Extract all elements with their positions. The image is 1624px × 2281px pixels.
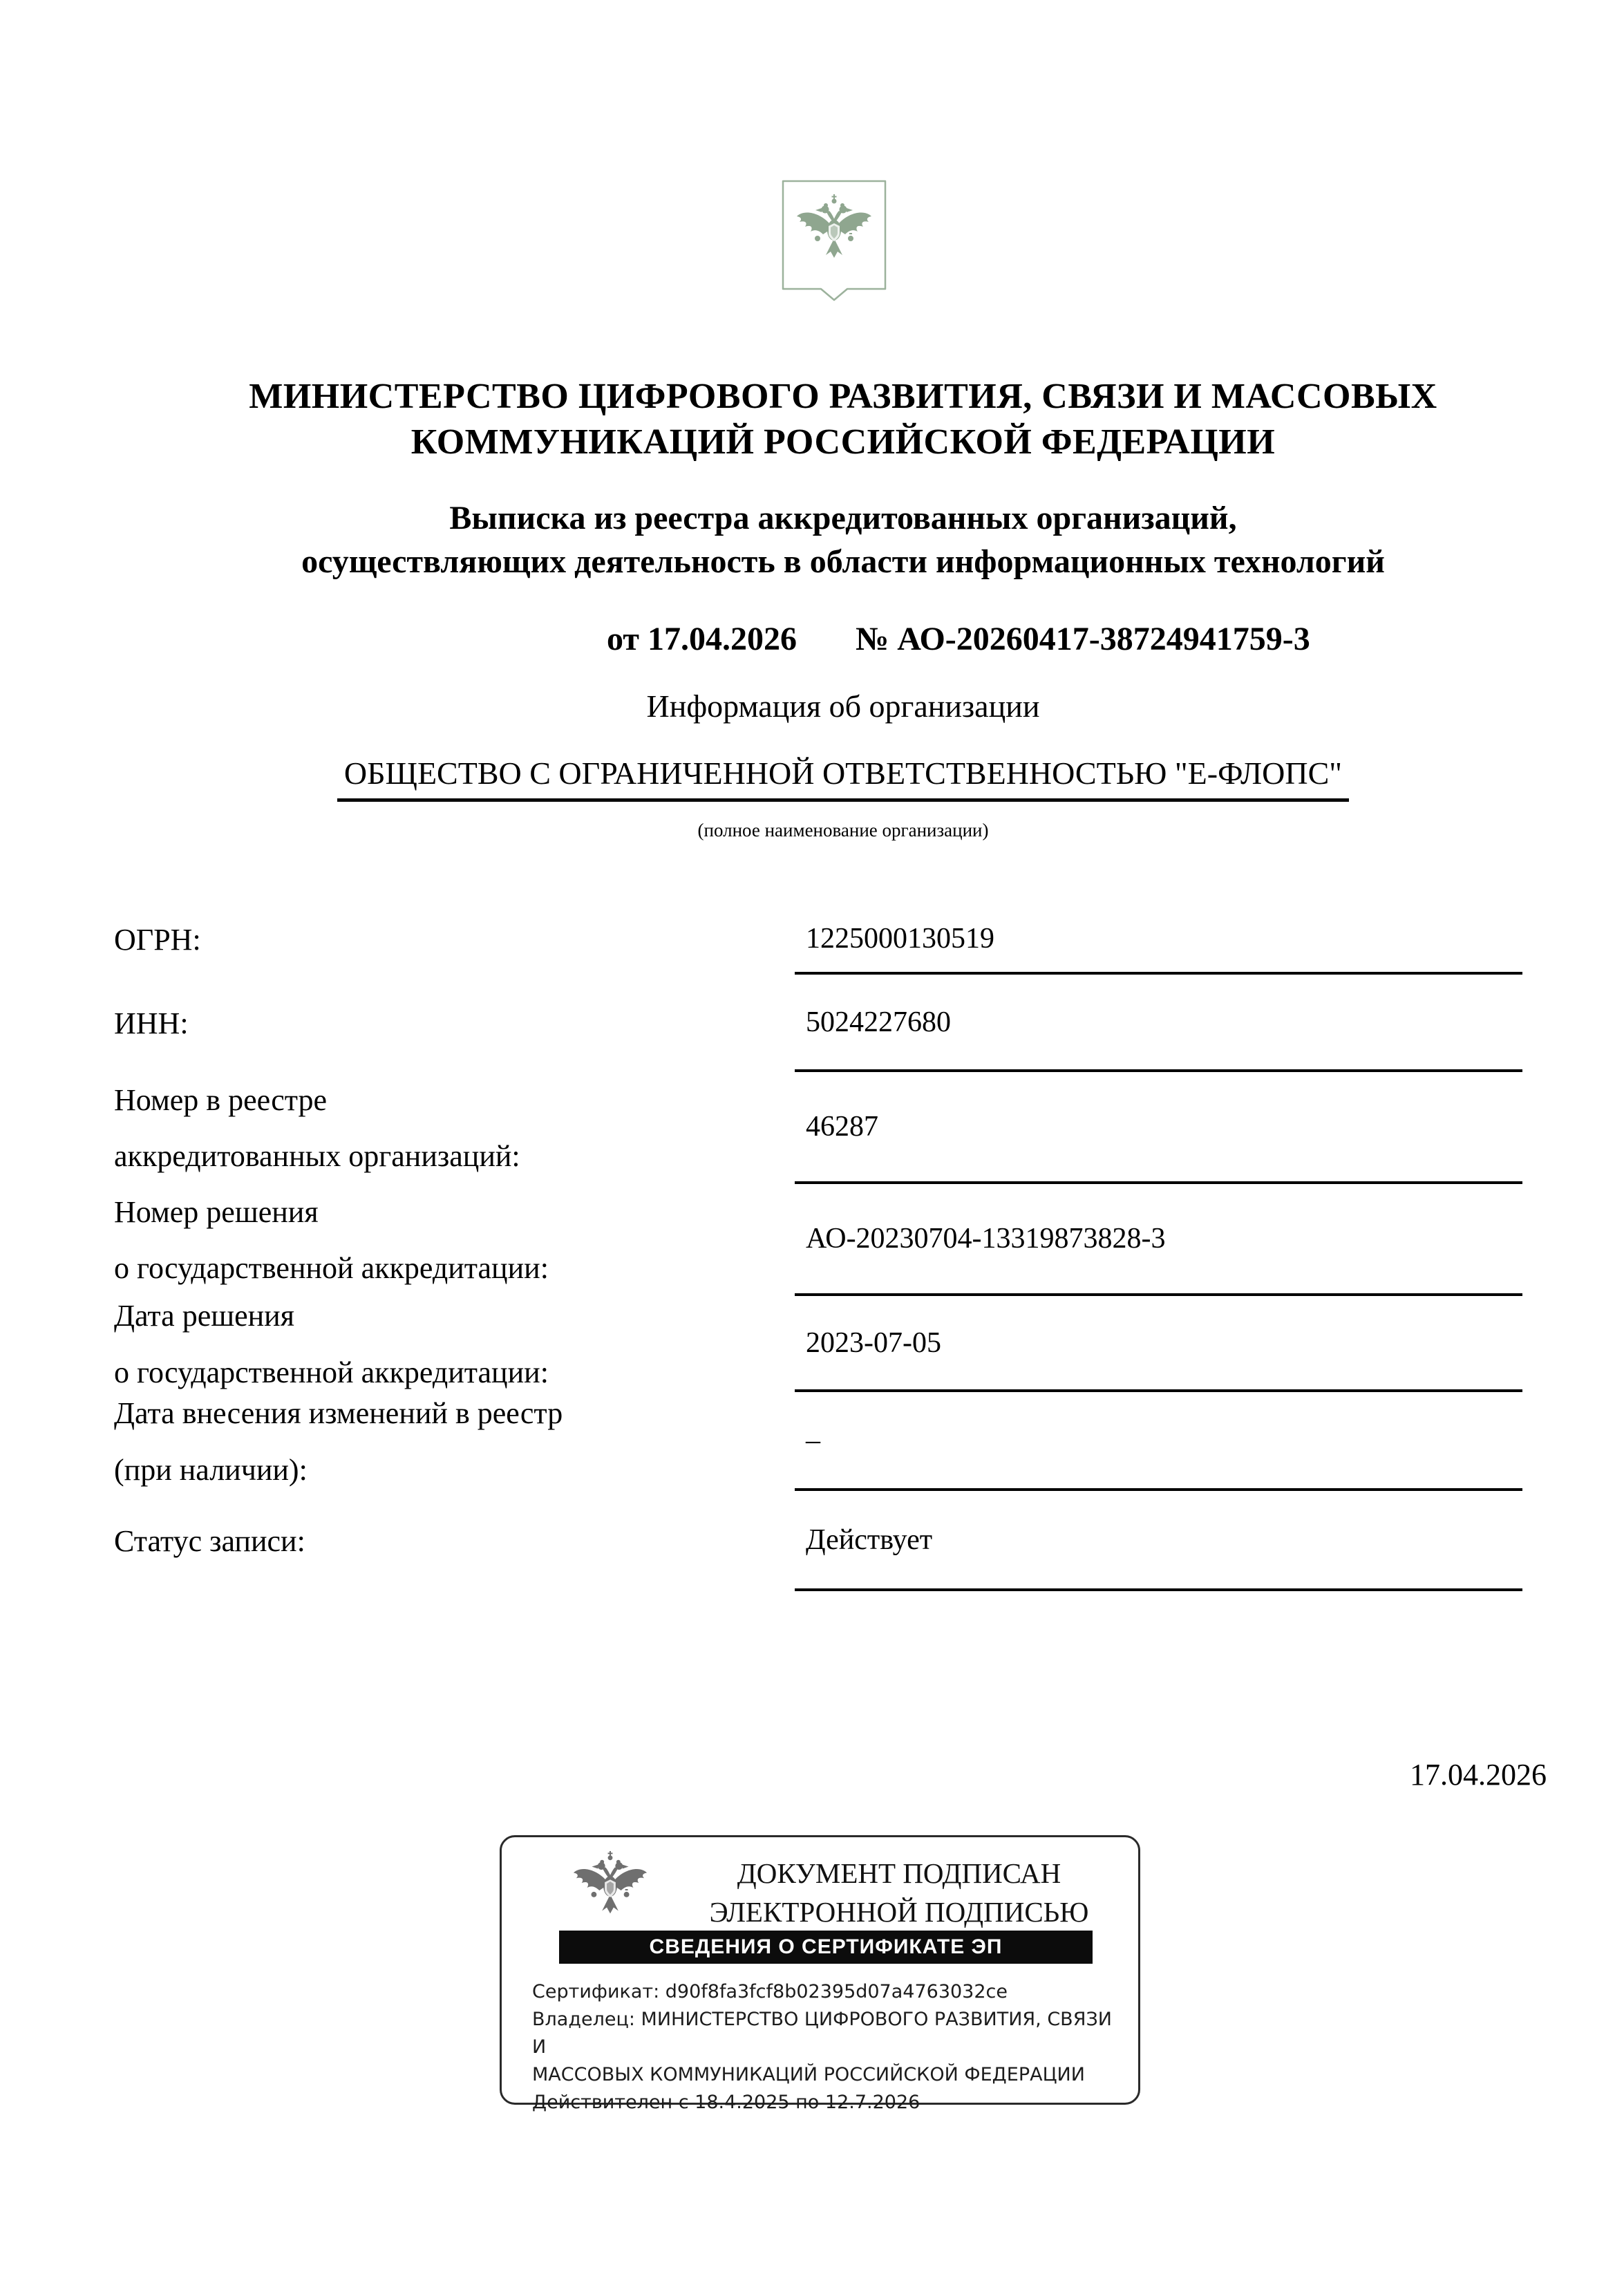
field-label-line1: Статус записи:: [114, 1523, 305, 1558]
stamp-validity: Действителен с 18.4.2025 по 12.7.2026: [532, 2092, 920, 2113]
document-number: № АО-20260417-38724941759-3: [855, 621, 1310, 657]
field-label-line2: о государственной аккредитации:: [114, 1355, 549, 1389]
field-value: 1225000130519: [795, 905, 1522, 975]
organization-name: ОБЩЕСТВО С ОГРАНИЧЕННОЙ ОТВЕТСТВЕННОСТЬЮ "Е-ФЛОПС": [337, 755, 1349, 802]
field-row-decision-date: [114, 1296, 1522, 1392]
organization-name-block: [66, 755, 1621, 802]
footer-date: 17.04.2026: [1410, 1758, 1547, 1792]
field-label-line1: Номер решения: [114, 1194, 319, 1229]
field-label: [114, 905, 795, 975]
fields-table: [114, 905, 1522, 1591]
stamp-title-line1: ДОКУМЕНТ ПОДПИСАН: [737, 1857, 1061, 1889]
field-value: 46287: [795, 1072, 1522, 1184]
coat-of-arms-badge-shape: [780, 178, 888, 310]
document-date-number-line: [607, 620, 1310, 658]
field-value: 2023-07-05: [795, 1296, 1522, 1392]
field-label-line1: Дата решения: [114, 1299, 294, 1333]
field-row-ogrn: [114, 905, 1522, 975]
field-value: АО-20230704-13319873828-3: [795, 1184, 1522, 1296]
field-label-line1: ОГРН:: [114, 923, 201, 957]
ministry-title: [66, 374, 1621, 465]
stamp-title-line2: ЭЛЕКТРОННОЙ ПОДПИСЬЮ: [709, 1896, 1089, 1928]
stamp-owner-line1: Владелец: МИНИСТЕРСТВО ЦИФРОВОГО РАЗВИТИЯ, СВЯЗИ И: [532, 2009, 1112, 2058]
field-value: –: [795, 1392, 1522, 1491]
field-label: [114, 1072, 795, 1184]
field-label-line1: Номер в реестре: [114, 1082, 328, 1117]
organization-name-caption: (полное наименование организации): [697, 820, 989, 841]
field-row-inn: [114, 975, 1522, 1072]
signature-stamp: [500, 1835, 1140, 2113]
coat-of-arms-icon: [780, 178, 888, 310]
document-subtitle: [66, 496, 1621, 583]
field-label-line1: Дата внесения изменений в реестр: [114, 1396, 563, 1431]
field-label-line1: ИНН:: [114, 1006, 189, 1040]
stamp-eagle-icon: [569, 1846, 651, 1931]
field-label: [114, 1392, 795, 1491]
stamp-title: [671, 1854, 1127, 1931]
document-subtitle-line2: осуществляющих деятельность в области информационных технологий: [301, 543, 1385, 580]
field-row-change-date: [114, 1392, 1522, 1491]
stamp-certificate-id: Сертификат: d90f8fa3fcf8b02395d07a4763032ce: [532, 1981, 1008, 2002]
stamp-certificate-bar: СВЕДЕНИЯ О СЕРТИФИКАТЕ ЭП: [559, 1931, 1093, 1964]
stamp-certificate-details: [532, 1978, 1117, 2116]
field-label: [114, 1184, 795, 1296]
document-subtitle-line1: Выписка из реестра аккредитованных организаций,: [449, 500, 1237, 536]
field-row-status: [114, 1491, 1522, 1591]
field-value: 5024227680: [795, 975, 1522, 1072]
field-value: Действует: [795, 1491, 1522, 1591]
ministry-title-line2: КОММУНИКАЦИЙ РОССИЙСКОЙ ФЕДЕРАЦИИ: [410, 422, 1276, 462]
field-label-line2: (при наличии):: [114, 1452, 308, 1487]
stamp-owner-line2: МАССОВЫХ КОММУНИКАЦИЙ РОССИЙСКОЙ ФЕДЕРАЦИИ: [532, 2064, 1085, 2085]
field-label: [114, 975, 795, 1072]
field-label: [114, 1491, 795, 1591]
field-row-registry-number: [114, 1072, 1522, 1184]
field-label: [114, 1296, 795, 1392]
field-label-line2: о государственной аккредитации:: [114, 1251, 549, 1285]
ministry-title-line1: МИНИСТЕРСТВО ЦИФРОВОГО РАЗВИТИЯ, СВЯЗИ И МАССОВЫХ: [249, 377, 1437, 416]
field-row-decision-number: [114, 1184, 1522, 1296]
document-date: от 17.04.2026: [607, 621, 797, 657]
section-title: Информация об организации: [646, 688, 1040, 724]
field-label-line2: аккредитованных организаций:: [114, 1139, 520, 1173]
